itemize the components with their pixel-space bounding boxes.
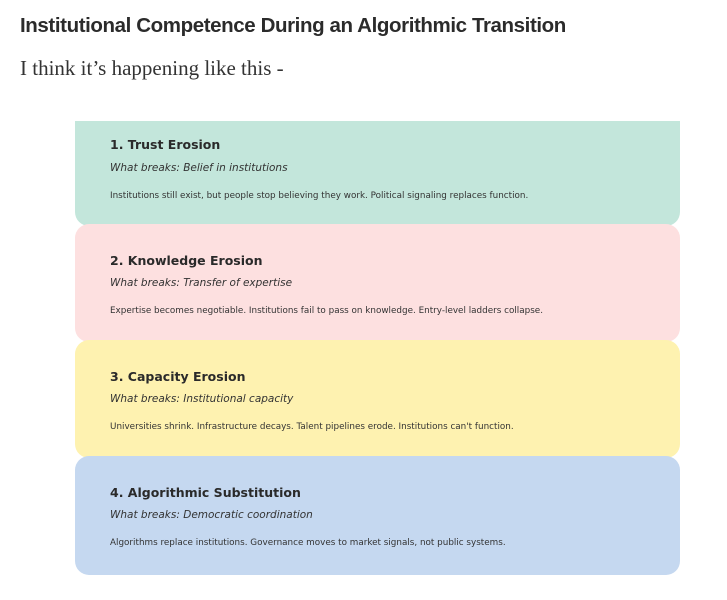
stage-what-breaks: What breaks: Transfer of expertise bbox=[110, 277, 293, 289]
stage-card-capacity-erosion bbox=[75, 340, 680, 458]
stage-card-trust-erosion bbox=[75, 121, 680, 226]
stage-description: Universities shrink. Infrastructure decays. Talent pipelines erode. Institutions can't function. bbox=[110, 422, 514, 432]
stage-description: Institutions still exist, but people stop believing they work. Political signaling replaces function. bbox=[110, 191, 529, 201]
stage-heading: 3. Capacity Erosion bbox=[110, 369, 246, 384]
stage-description: Expertise becomes negotiable. Institutions fail to pass on knowledge. Entry-level ladders collapse. bbox=[110, 306, 543, 316]
stage-heading: 2. Knowledge Erosion bbox=[110, 253, 263, 268]
stage-what-breaks: What breaks: Belief in institutions bbox=[110, 162, 288, 174]
stage-description: Algorithms replace institutions. Governance moves to market signals, not public systems. bbox=[110, 538, 506, 548]
intro-text: I think it’s happening like this - bbox=[20, 56, 284, 80]
page-title: Institutional Competence During an Algorithmic Transition bbox=[20, 14, 566, 37]
stage-card-knowledge-erosion bbox=[75, 224, 680, 342]
stage-heading: 4. Algorithmic Substitution bbox=[110, 485, 301, 500]
stage-card-algorithmic-substitution bbox=[75, 456, 680, 575]
stage-what-breaks: What breaks: Democratic coordination bbox=[110, 509, 313, 521]
stage-what-breaks: What breaks: Institutional capacity bbox=[110, 393, 294, 405]
stage-heading: 1. Trust Erosion bbox=[110, 137, 221, 152]
